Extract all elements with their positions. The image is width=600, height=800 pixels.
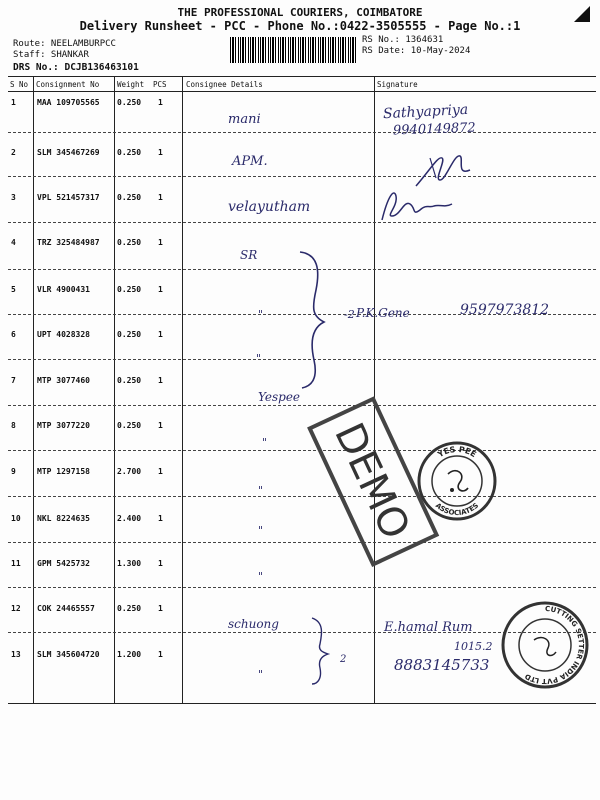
row-weight: 1.200 xyxy=(117,650,142,659)
row-pcs: 1 xyxy=(158,330,163,339)
runsheet-title: Delivery Runsheet - PCC - Phone No.:0422-3505555 - Page No.:1 xyxy=(79,19,521,33)
row-consignment-no: MTP 3077220 xyxy=(37,421,90,430)
row-consignment-no: SLM 345467269 xyxy=(37,148,100,157)
row-pcs: 1 xyxy=(158,650,163,659)
row-pcs: 1 xyxy=(158,559,163,568)
row-consignment-no: TRZ 325484987 xyxy=(37,238,100,247)
brace-note-a: -2 xyxy=(344,308,355,321)
row-weight: 0.250 xyxy=(117,376,142,385)
row-sno: 9 xyxy=(11,467,16,476)
svg-text:ASSOCIATES: ASSOCIATES xyxy=(433,501,481,518)
row-consignment-no: VPL 521457317 xyxy=(37,193,100,202)
company-seal-icon xyxy=(416,440,498,522)
row-sno: 8 xyxy=(11,421,16,430)
signature-1-name: Sathyapriya xyxy=(382,101,469,123)
col-header-consignee: Consignee Details xyxy=(186,80,263,89)
consignee-handwriting-13: " xyxy=(258,668,264,681)
col-header-consignment: Consignment No xyxy=(36,80,100,89)
rs-number: RS No.: 1364631 xyxy=(362,35,444,45)
consignee-handwriting-7: Yespee xyxy=(258,390,301,404)
signature-12-phone: 8883145733 xyxy=(394,656,490,674)
row-consignment-no: GPM 5425732 xyxy=(37,559,90,568)
svg-text:CUTTING SETTER INDIA PVT LTD: CUTTING SETTER INDIA PVT LTD xyxy=(523,604,586,686)
brace-mark-small-icon xyxy=(306,616,346,686)
row-consignment-no: VLR 4900431 xyxy=(37,285,90,294)
row-sno: 6 xyxy=(11,330,16,339)
brace-mark-large-icon xyxy=(290,250,350,390)
row-pcs: 1 xyxy=(158,238,163,247)
row-sno: 2 xyxy=(11,148,16,157)
consignee-handwriting-8: " xyxy=(262,436,268,449)
row-pcs: 1 xyxy=(158,421,163,430)
consignee-handwriting-11: " xyxy=(258,570,264,583)
row-weight: 0.250 xyxy=(117,98,142,107)
consignee-handwriting-2: APM. xyxy=(232,154,268,169)
consignee-handwriting-9: " xyxy=(258,484,264,497)
route-label: Route: NEELAMBURPCC xyxy=(13,39,116,49)
consignee-handwriting-1: mani xyxy=(228,112,261,127)
row-sno: 4 xyxy=(11,238,16,247)
row-consignment-no: UPT 4028328 xyxy=(37,330,90,339)
signature-12-name: E.hamal Rum xyxy=(384,620,473,635)
row-weight: 0.250 xyxy=(117,148,142,157)
row-sno: 5 xyxy=(11,285,16,294)
consignee-handwriting-3: velayutham xyxy=(228,199,311,215)
row-pcs: 1 xyxy=(158,193,163,202)
row-weight: 0.250 xyxy=(117,238,142,247)
row-sno: 1 xyxy=(11,98,16,107)
row-consignment-no: MAA 109705565 xyxy=(37,98,100,107)
col-header-pcs: PCS xyxy=(153,80,167,89)
row-pcs: 1 xyxy=(158,148,163,157)
consignee-handwriting-4: SR xyxy=(240,248,258,262)
row-sno: 3 xyxy=(11,193,16,202)
row-pcs: 1 xyxy=(158,285,163,294)
rs-date: RS Date: 10-May-2024 xyxy=(362,46,471,56)
brace-note-b: 2 xyxy=(340,654,347,665)
row-consignment-no: MTP 3077460 xyxy=(37,376,90,385)
row-weight: 0.250 xyxy=(117,330,142,339)
row-weight: 2.700 xyxy=(117,467,142,476)
corner-mark-icon xyxy=(572,4,592,24)
drs-number: DRS No.: DCJB136463101 xyxy=(13,62,139,73)
svg-text:YES PEE: YES PEE xyxy=(436,444,478,460)
company-title: THE PROFESSIONAL COURIERS, COIMBATORE xyxy=(177,6,423,19)
row-sno: 13 xyxy=(11,650,21,659)
row-consignment-no: COK 24465557 xyxy=(37,604,95,613)
col-header-weight: Weight xyxy=(117,80,145,89)
row-consignment-no: SLM 345604720 xyxy=(37,650,100,659)
consignee-handwriting-6: " xyxy=(256,352,262,365)
row-pcs: 1 xyxy=(158,604,163,613)
consignee-handwriting-12: schuong xyxy=(228,617,279,631)
row-sno: 10 xyxy=(11,514,21,523)
row-sno: 12 xyxy=(11,604,21,613)
row-consignment-no: MTP 1297158 xyxy=(37,467,90,476)
signature-12-extra: 1015.2 xyxy=(454,640,493,653)
consignee-handwriting-10: " xyxy=(258,524,264,537)
row-sno: 7 xyxy=(11,376,16,385)
row-sno: 11 xyxy=(11,559,21,568)
row-pcs: 1 xyxy=(158,467,163,476)
demo-stamp-text: DEMO xyxy=(325,416,419,547)
staff-label: Staff: SHANKAR xyxy=(13,50,89,60)
row-pcs: 1 xyxy=(158,514,163,523)
row-pcs: 1 xyxy=(158,376,163,385)
row-weight: 0.250 xyxy=(117,193,142,202)
signature-3-mark-icon xyxy=(378,186,458,226)
row-consignment-no: NKL 8224635 xyxy=(37,514,90,523)
consignee-handwriting-5: " xyxy=(258,308,264,321)
row-pcs: 1 xyxy=(158,98,163,107)
signature-5-phone: 9597973812 xyxy=(460,302,550,318)
col-header-sno: S No xyxy=(10,80,29,89)
signature-2-mark-icon xyxy=(410,150,480,190)
row-weight: 0.250 xyxy=(117,285,142,294)
row-weight: 2.400 xyxy=(117,514,142,523)
signature-1-phone: 9940149872 xyxy=(392,120,476,139)
row-weight: 1.300 xyxy=(117,559,142,568)
signature-5-name: P.K.Gene xyxy=(356,306,410,320)
row-weight: 0.250 xyxy=(117,604,142,613)
row-weight: 0.250 xyxy=(117,421,142,430)
barcode xyxy=(230,37,358,63)
company-seal-2-icon xyxy=(500,600,590,690)
col-header-signature: Signature xyxy=(377,80,418,89)
